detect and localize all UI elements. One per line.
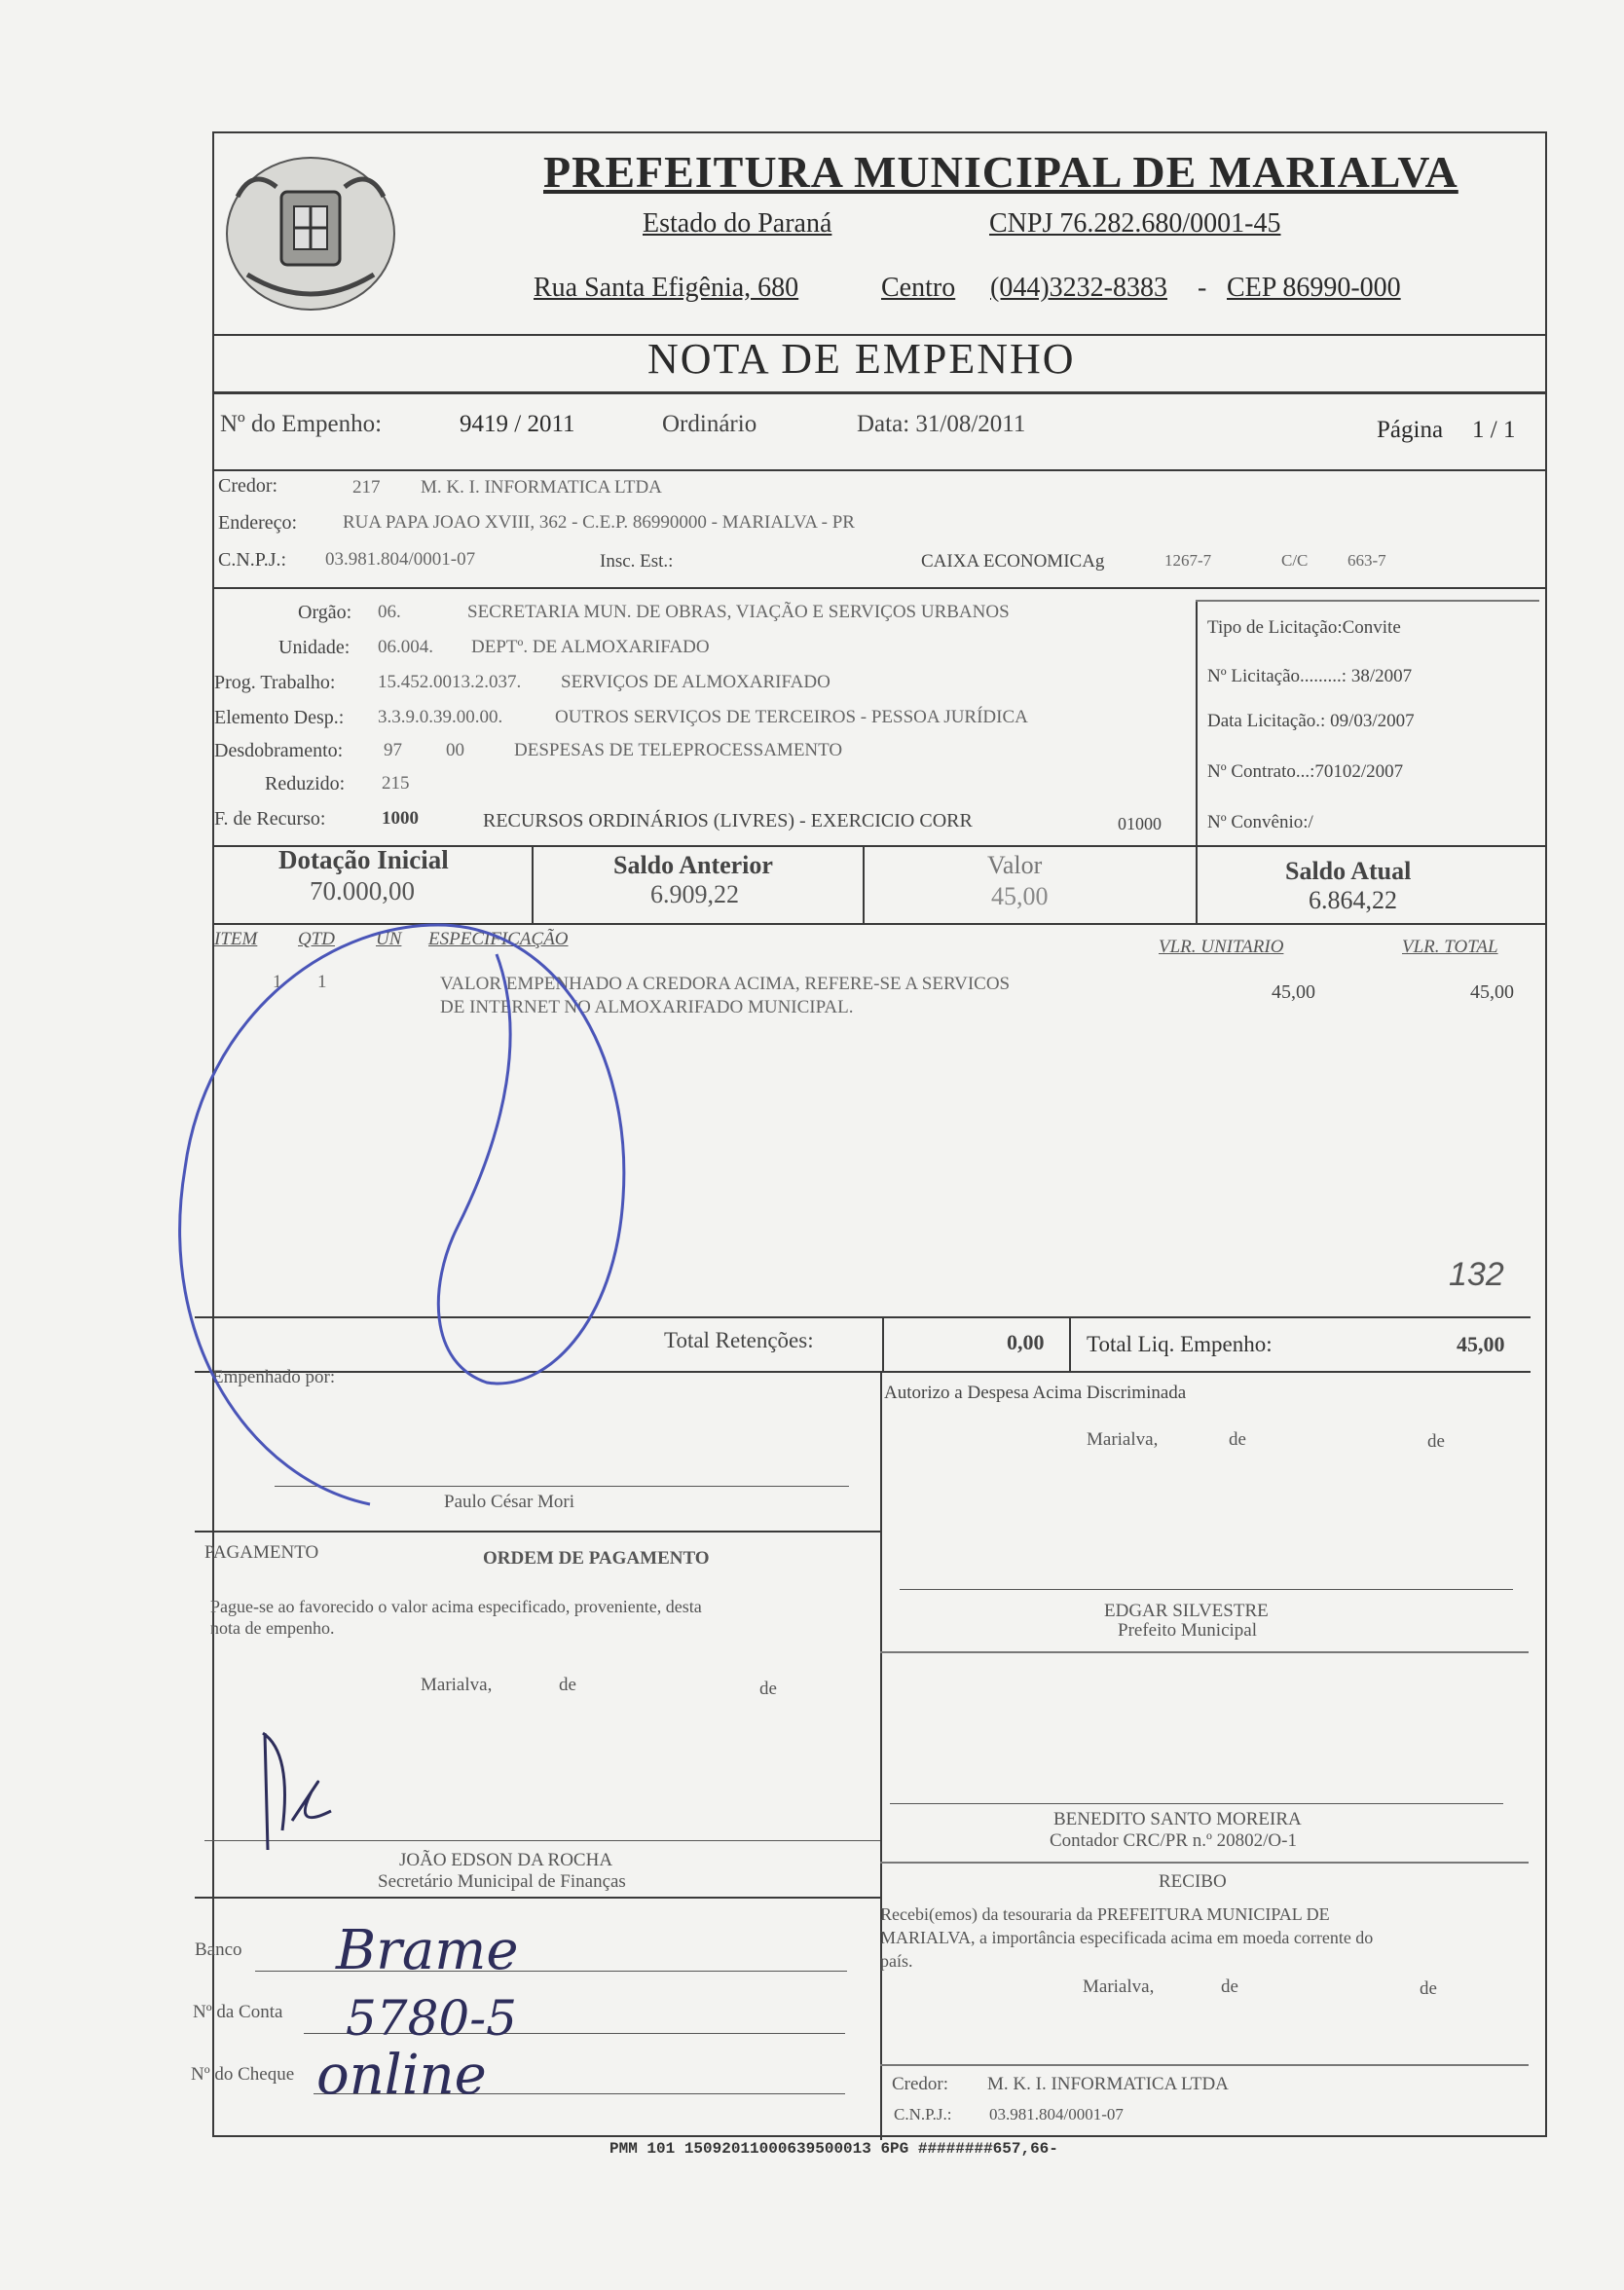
recibo-text-3: país. — [880, 1951, 913, 1971]
contador-name: BENEDITO SANTO MOREIRA — [1053, 1809, 1302, 1829]
header-district: Centro — [881, 273, 956, 303]
recibo-credor-name: M. K. I. INFORMATICA LTDA — [987, 2074, 1229, 2094]
liq-value: 45,00 — [1457, 1332, 1505, 1356]
orgao-code: 06. — [378, 602, 401, 622]
rule-totals-bottom — [195, 1371, 1531, 1373]
recibo-de-1: de — [1221, 1976, 1238, 1997]
credor-code: 217 — [352, 477, 381, 498]
prog-name: SERVIÇOS DE ALMOXARIFADO — [561, 672, 830, 692]
desd-code: 97 — [384, 740, 402, 760]
header-phone: (044)3232-8383 — [990, 273, 1167, 303]
orgao-label: Orgão: — [298, 602, 352, 623]
right-de-1: de — [1229, 1429, 1246, 1450]
header-cep: CEP 86990-000 — [1227, 273, 1401, 303]
credor-bank: CAIXA ECONOMICAg — [921, 551, 1105, 572]
licitacao-data: Data Licitação.: 09/03/2007 — [1207, 711, 1415, 731]
retencoes-value: 0,00 — [1007, 1330, 1045, 1354]
rule-totals-top — [195, 1316, 1531, 1318]
conta-handwriting: 5780-5 — [346, 1990, 517, 2047]
left-de-2: de — [759, 1679, 777, 1699]
item-spec-line2: DE INTERNET NO ALMOXARIFADO MUNICIPAL. — [440, 997, 854, 1017]
rule-amounts-bottom — [212, 923, 1545, 925]
empenhado-signature-line — [275, 1486, 849, 1487]
contador-role: Contador CRC/PR n.º 20802/O-1 — [1050, 1830, 1297, 1851]
empenho-label: Nº do Empenho: — [220, 411, 383, 437]
rule-amount-3 — [1196, 845, 1198, 923]
right-city: Marialva, — [1087, 1429, 1159, 1450]
col-total-header: VLR. TOTAL — [1402, 937, 1498, 957]
unidade-code: 06.004. — [378, 637, 433, 657]
barcode-text: PMM 101 15092011000639500013 6PG ########657,66- — [609, 2140, 1058, 2158]
autorizo-text: Autorizo a Despesa Acima Discriminada — [884, 1383, 1187, 1403]
empenhado-label: Empenhado por: — [212, 1367, 336, 1387]
empenhado-name: Paulo César Mori — [444, 1492, 575, 1512]
rule-title-bottom — [212, 391, 1545, 394]
ordem-text-2: nota de empenho. — [210, 1618, 335, 1638]
item-spec-line1: VALOR EMPENHADO A CREDORA ACIMA, REFERE-SE A SERVICOS — [440, 974, 1011, 994]
empenho-type: Ordinário — [662, 411, 757, 437]
item-total-value: 45,00 — [1470, 981, 1514, 1003]
prog-code: 15.452.0013.2.037. — [378, 672, 522, 692]
item-unit-value: 45,00 — [1272, 981, 1315, 1003]
conta-line — [304, 2033, 845, 2034]
unidade-name: DEPTº. DE ALMOXARIFADO — [471, 637, 710, 657]
banco-handwriting: Brame — [336, 1919, 519, 1982]
recibo-credor-label: Credor: — [892, 2074, 949, 2094]
col-un-header: UN — [376, 929, 402, 949]
conta-label: Nº da Conta — [193, 2002, 283, 2022]
item-qtd: 1 — [317, 972, 327, 992]
prefeito-name: EDGAR SILVESTRE — [1104, 1601, 1269, 1621]
recibo-text-1: Recebi(emos) da tesouraria da PREFEITURA MUNICIPAL DE — [880, 1904, 1330, 1924]
rule-credor-bottom — [212, 587, 1545, 589]
secretario-role: Secretário Municipal de Finanças — [378, 1871, 626, 1892]
credor-agency: 1267-7 — [1164, 551, 1212, 570]
rule-totals-2 — [1069, 1318, 1071, 1371]
recibo-de-2: de — [1420, 1978, 1437, 1999]
header-state: Estado do Paraná — [643, 208, 832, 239]
rule-contador-top — [880, 1651, 1529, 1653]
header-address: Rua Santa Efigênia, 680 — [534, 273, 799, 303]
banco-line — [255, 1971, 847, 1972]
rule-banco-top — [195, 1897, 880, 1899]
empenho-date: Data: 31/08/2011 — [857, 411, 1026, 437]
recibo-title: RECIBO — [1159, 1871, 1227, 1892]
pagamento-label: PAGAMENTO — [204, 1542, 319, 1563]
elem-name: OUTROS SERVIÇOS DE TERCEIROS - PESSOA JURÍDICA — [555, 707, 1028, 727]
prefeito-signature-line — [900, 1589, 1513, 1590]
page-label: Página — [1377, 417, 1444, 443]
rule-amount-1 — [532, 845, 534, 923]
valor-value: 45,00 — [991, 882, 1049, 910]
recibo-text-2: MARIALVA, a importância especificada acima em moeda corrente do — [880, 1928, 1374, 1947]
ordem-label: ORDEM DE PAGAMENTO — [483, 1548, 710, 1569]
item-number: 1 — [273, 972, 282, 992]
reduzido-label: Reduzido: — [265, 773, 346, 794]
orgao-name: SECRETARIA MUN. DE OBRAS, VIAÇÃO E SERVIÇOS URBANOS — [467, 602, 1010, 622]
header-cnpj: CNPJ 76.282.680/0001-45 — [989, 208, 1281, 239]
cheque-line — [314, 2093, 845, 2094]
header-title: PREFEITURA MUNICIPAL DE MARIALVA — [543, 147, 1458, 197]
saldo-atual-label: Saldo Atual — [1285, 857, 1412, 885]
ordem-text-1: Pague-se ao favorecido o valor acima especificado, proveniente, desta — [210, 1597, 702, 1616]
credor-cnpj: 03.981.804/0001-07 — [325, 549, 476, 570]
saldo-anterior-value: 6.909,22 — [650, 880, 739, 908]
rule-lower-middle — [880, 1371, 882, 2140]
ie-label: Insc. Est.: — [600, 551, 674, 572]
recurso-code2: 01000 — [1118, 814, 1162, 833]
header-sep: - — [1198, 273, 1207, 303]
retencoes-label: Total Retenções: — [664, 1328, 814, 1352]
desd-label: Desdobramento: — [214, 740, 344, 761]
credor-cnpj-label: C.N.P.J.: — [218, 549, 287, 571]
saldo-atual-value: 6.864,22 — [1309, 886, 1397, 914]
secretario-name: JOÃO EDSON DA ROCHA — [399, 1850, 613, 1870]
margin-note: 132 — [1449, 1256, 1504, 1293]
cc-label: C/C — [1281, 551, 1309, 570]
doc-title: NOTA DE EMPENHO — [647, 335, 1076, 383]
rule-empenho-bottom — [212, 469, 1545, 471]
liq-label: Total Liq. Empenho: — [1087, 1332, 1273, 1356]
col-item-header: ITEM — [214, 929, 258, 949]
coat-of-arms — [218, 148, 403, 318]
recurso-code: 1000 — [382, 808, 419, 829]
recibo-city: Marialva, — [1083, 1976, 1155, 1997]
licitacao-tipo: Tipo de Licitação:Convite — [1207, 617, 1401, 638]
elem-code: 3.3.9.0.39.00.00. — [378, 707, 503, 727]
prefeito-role: Prefeito Municipal — [1118, 1620, 1257, 1641]
banco-label: Banco — [195, 1939, 242, 1960]
licitacao-convenio: Nº Convênio:/ — [1207, 812, 1313, 832]
recibo-cnpj-label: C.N.P.J.: — [894, 2105, 952, 2124]
recurso-name: RECURSOS ORDINÁRIOS (LIVRES) - EXERCICIO CORR — [483, 810, 973, 831]
reduzido-code: 215 — [382, 773, 410, 794]
secretario-signature-line — [204, 1840, 880, 1841]
desd-code2: 00 — [446, 740, 464, 760]
right-de-2: de — [1427, 1431, 1445, 1452]
col-spec-header: ESPECIFICAÇÃO — [428, 929, 569, 949]
page-number: 1 / 1 — [1472, 417, 1516, 443]
elem-label: Elemento Desp.: — [214, 707, 345, 728]
recibo-cnpj: 03.981.804/0001-07 — [989, 2105, 1124, 2124]
rule-recibo-top — [880, 1862, 1529, 1864]
contador-signature-line — [890, 1803, 1503, 1804]
credor-label: Credor: — [218, 475, 278, 497]
empenho-number: 9419 / 2011 — [460, 411, 575, 437]
valor-label: Valor — [987, 851, 1043, 879]
rule-licitacao-left — [1196, 600, 1198, 845]
cheque-label: Nº do Cheque — [191, 2064, 295, 2085]
address-label: Endereço: — [218, 512, 298, 534]
credor-address: RUA PAPA JOAO XVIII, 362 - C.E.P. 86990000 - MARIALVA - PR — [343, 512, 855, 533]
dotacao-value: 70.000,00 — [310, 876, 415, 905]
rule-totals-1 — [882, 1318, 884, 1371]
recurso-label: F. de Recurso: — [214, 808, 326, 830]
left-de-1: de — [559, 1675, 576, 1695]
rule-licitacao-top — [1196, 600, 1539, 602]
credor-name: M. K. I. INFORMATICA LTDA — [421, 477, 662, 498]
col-qtd-header: QTD — [298, 929, 336, 949]
rule-pagamento-top — [195, 1531, 880, 1533]
cheque-handwriting: online — [316, 2044, 487, 2107]
unidade-label: Unidade: — [278, 637, 351, 658]
licitacao-contrato: Nº Contrato...:70102/2007 — [1207, 761, 1404, 782]
prog-label: Prog. Trabalho: — [214, 672, 336, 693]
credor-cc: 663-7 — [1347, 551, 1386, 570]
dotacao-label: Dotação Inicial — [278, 845, 449, 874]
col-unit-header: VLR. UNITARIO — [1159, 937, 1284, 957]
rule-amount-2 — [863, 845, 865, 923]
desd-name: DESPESAS DE TELEPROCESSAMENTO — [514, 740, 843, 760]
licitacao-numero: Nº Licitação.........: 38/2007 — [1207, 666, 1413, 686]
saldo-anterior-label: Saldo Anterior — [613, 851, 773, 879]
left-city: Marialva, — [421, 1675, 493, 1695]
rule-recibo-credor — [880, 2064, 1529, 2066]
